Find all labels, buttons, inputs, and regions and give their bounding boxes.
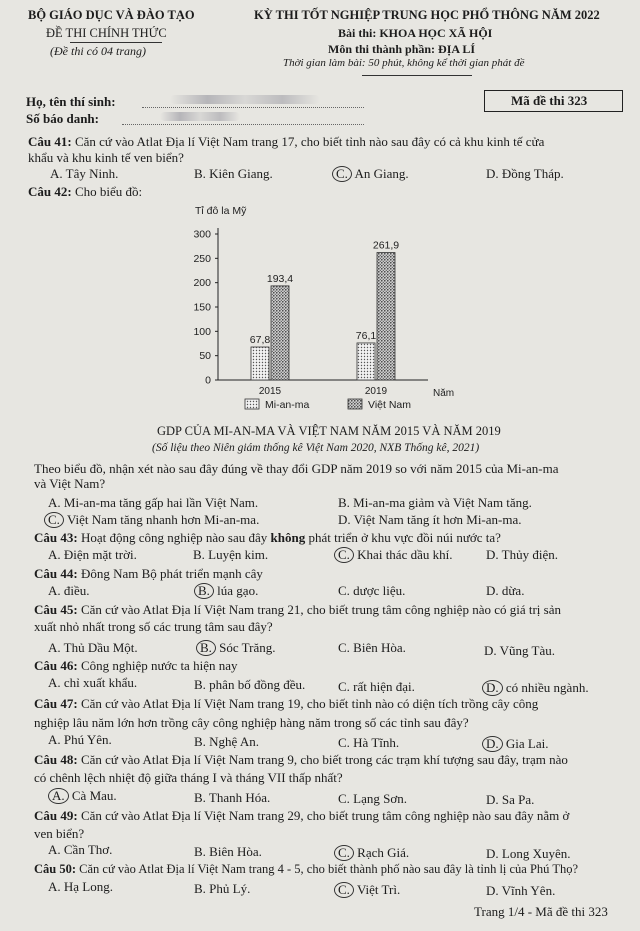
option-a[interactable]: A. Phú Yên. — [48, 732, 112, 747]
question-number: Câu 46: — [34, 658, 78, 673]
option-d[interactable]: D. Sa Pa. — [486, 792, 535, 807]
official-label: ĐỀ THI CHÍNH THỨC — [46, 26, 167, 40]
y-tick-label: 300 — [193, 228, 211, 241]
option-d[interactable]: D. Long Xuyên. — [486, 846, 571, 861]
ministry-name: BỘ GIÁO DỤC VÀ ĐÀO TẠO — [28, 8, 195, 22]
question-number: Câu 47: — [34, 696, 78, 711]
chart-title: GDP CỦA MI-AN-MA VÀ VIỆT NAM NĂM 2015 VÀ NĂM 2019 — [157, 424, 501, 438]
y-tick-label: 200 — [193, 277, 211, 290]
legend-label: Việt Nam — [368, 399, 411, 411]
question-text: Căn cứ vào Atlat Địa lí Việt Nam trang 19, cho biết tỉnh nào có diện tích trồng cây công — [80, 696, 539, 711]
option-c[interactable]: C. dược liệu. — [338, 583, 406, 598]
time-line: Thời gian làm bài: 50 phút, không kể thời gian phát đề — [283, 57, 525, 69]
question-number: Câu 42: — [28, 184, 72, 199]
option-text: Sóc Trăng. — [219, 640, 276, 655]
option-b[interactable]: B. Nghệ An. — [194, 734, 259, 749]
question-number: Câu 50: — [34, 862, 77, 876]
pages-note: (Đề thi có 04 trang) — [50, 44, 146, 58]
question-number: Câu 49: — [34, 808, 78, 823]
data-label: 261,9 — [372, 239, 400, 252]
x-tick-label: 2019 — [364, 386, 388, 397]
page-footer: Trang 1/4 - Mã đề thi 323 — [474, 904, 608, 919]
question-42-stem-line2: và Việt Nam? — [34, 476, 106, 491]
answer-circle: C. — [334, 882, 354, 898]
question-42 — [28, 184, 142, 200]
question-45-line2: xuất nhỏ nhất trong số các trung tâm sau đây? — [34, 619, 273, 634]
option-b[interactable]: B. Mi-an-ma giảm và Việt Nam tăng. — [338, 495, 532, 510]
handwriting — [160, 112, 240, 121]
option-a[interactable]: A. Thủ Dầu Một. — [48, 640, 138, 655]
option-b[interactable]: B. Biên Hòa. — [194, 844, 262, 859]
option-c[interactable]: C. rất hiện đại. — [338, 679, 415, 694]
y-tick-label: 0 — [205, 374, 211, 387]
question-41 — [28, 134, 544, 150]
bars-group — [250, 240, 400, 397]
option-d[interactable]: D. Đồng Tháp. — [486, 166, 564, 181]
question-text: Căn cứ vào Atlat Địa lí Việt Nam trang 4 - 5, cho biết thành phố nào sau đây là tỉnh lị của Phú Thọ? — [79, 862, 579, 876]
legend-label: Mi-an-ma — [265, 399, 310, 411]
emphasis: không — [270, 530, 306, 545]
answer-circle: C. — [334, 845, 354, 861]
divider — [362, 75, 472, 76]
question-number: Câu 43: — [34, 530, 78, 545]
question-41-line2: khẩu và khu kinh tế ven biển? — [28, 150, 184, 165]
data-label: 193,4 — [266, 272, 294, 285]
option-a[interactable]: A. Tây Ninh. — [50, 166, 119, 181]
option-a[interactable]: A. Mi-an-ma tăng gấp hai lần Việt Nam. — [48, 495, 259, 510]
question-42-stem: Theo biểu đồ, nhận xét nào sau đây đúng về thay đổi GDP năm 2019 so với năm 2015 của Mi-an-ma — [34, 461, 559, 476]
option-c[interactable] — [338, 845, 409, 861]
question-text: Căn cứ vào Atlat Địa lí Việt Nam trang 21, cho biết trung tâm công nghiệp nào có giá trị sản — [80, 602, 562, 617]
question-48 — [34, 752, 568, 768]
question-text: Công nghiệp nước ta hiện nay — [80, 658, 238, 673]
option-d[interactable]: D. Vĩnh Yên. — [486, 883, 556, 898]
id-label: Số báo danh: — [26, 111, 99, 126]
chart-source: (Số liệu theo Niên giám thống kê Việt Nam 2020, NXB Thống kê, 2021) — [152, 442, 480, 454]
question-number: Câu 44: — [34, 566, 78, 581]
option-c[interactable] — [336, 166, 409, 182]
id-field[interactable] — [122, 124, 364, 125]
option-b[interactable]: B. Luyện kim. — [193, 547, 269, 562]
question-text: phát triển ở khu vực đồi núi nước ta? — [305, 530, 501, 545]
option-a[interactable]: A. Cần Thơ. — [48, 842, 113, 857]
option-d[interactable] — [486, 736, 548, 752]
name-label: Họ, tên thí sinh: — [26, 94, 116, 109]
answer-circle: D. — [482, 680, 503, 696]
x-axis-label: Năm — [433, 388, 455, 399]
question-48-line2: có chênh lệch nhiệt độ giữa tháng I và tháng VII thấp nhất? — [34, 770, 343, 785]
option-b[interactable]: B. Thanh Hóa. — [194, 790, 271, 805]
bar-vietnam-2015 — [271, 286, 289, 380]
answer-circle: A. — [48, 788, 69, 804]
option-a[interactable]: A. chỉ xuất khẩu. — [48, 675, 138, 690]
legend-swatch — [245, 399, 259, 409]
option-b[interactable] — [198, 583, 258, 599]
answer-circle: D. — [482, 736, 503, 752]
option-b[interactable]: B. phân bố đồng đều. — [194, 677, 306, 692]
question-text: Hoạt động công nghiệp nào sau đây — [80, 530, 271, 545]
question-49-line2: ven biển? — [34, 826, 85, 841]
option-text: Rạch Giá. — [357, 845, 410, 860]
answer-circle: B. — [196, 640, 216, 656]
question-number: Câu 41: — [28, 134, 72, 149]
option-a[interactable]: A. Điện mặt trời. — [48, 547, 137, 562]
option-a[interactable] — [52, 788, 117, 804]
question-43 — [34, 530, 501, 546]
y-tick-label: 50 — [199, 350, 211, 363]
data-label: 67,8 — [249, 334, 271, 347]
bar-vietnam-2019 — [377, 253, 395, 380]
option-c[interactable] — [48, 512, 259, 528]
option-c[interactable]: C. Lạng Sơn. — [338, 791, 407, 806]
question-text: Căn cứ vào Atlat Địa lí Việt Nam trang 29, cho biết trung tâm công nghiệp nào sau đây nằm ở — [80, 808, 570, 823]
y-tick-label: 250 — [193, 252, 211, 265]
question-44 — [34, 566, 263, 582]
option-c[interactable]: C. Biên Hòa. — [338, 640, 406, 655]
option-d[interactable]: D. dừa. — [486, 583, 525, 598]
option-c[interactable] — [338, 882, 400, 898]
answer-circle: C. — [44, 512, 64, 528]
option-a[interactable]: A. Hạ Long. — [48, 879, 113, 894]
question-text: Căn cứ vào Atlat Địa lí Việt Nam trang 9, cho biết trong các trạm khí tượng sau đây, trạm nào — [80, 752, 568, 767]
exam-code: Mã đề thi 323 — [511, 93, 588, 108]
y-tick-label: 100 — [193, 325, 211, 338]
option-text: lúa gạo. — [217, 583, 259, 598]
option-text: Gia Lai. — [505, 736, 549, 751]
y-tick-label: 150 — [193, 301, 211, 314]
question-49 — [34, 808, 569, 824]
option-a[interactable]: A. điều. — [48, 583, 90, 598]
option-b[interactable] — [200, 640, 276, 656]
option-b[interactable]: B. Phủ Lý. — [194, 881, 251, 896]
question-45 — [34, 602, 561, 618]
exam-title: KỲ THI TỐT NGHIỆP TRUNG HỌC PHỔ THÔNG NĂM 2022 — [254, 8, 600, 22]
y-axis-label: Tỉ đô la Mỹ — [195, 205, 247, 217]
option-text: có nhiều ngành. — [505, 680, 589, 695]
bar-myanmar-2015 — [251, 347, 269, 380]
option-text: Cà Mau. — [71, 788, 117, 803]
question-50 — [34, 862, 578, 877]
x-tick-label: 2015 — [258, 386, 282, 397]
question-number: Câu 45: — [34, 602, 78, 617]
gdp-bar-chart — [150, 196, 500, 418]
option-text: An Giang. — [354, 166, 409, 181]
option-text: Việt Nam tăng nhanh hơn Mi-an-ma. — [66, 512, 260, 527]
option-c[interactable] — [338, 547, 452, 563]
data-label: 76,1 — [355, 329, 377, 342]
handwriting — [170, 95, 320, 104]
answer-circle: B. — [194, 583, 214, 599]
subject-line: Bài thi: KHOA HỌC XÃ HỘI — [338, 26, 493, 40]
question-text: Căn cứ vào Atlat Địa lí Việt Nam trang 17, cho biết tỉnh nào sau đây có cả khu kinh tế cửa — [74, 134, 545, 149]
option-d[interactable]: D. Việt Nam tăng ít hơn Mi-an-ma. — [338, 512, 522, 527]
bar-myanmar-2019 — [357, 343, 375, 380]
divider — [70, 42, 162, 43]
option-d[interactable]: D. Vũng Tàu. — [484, 643, 556, 658]
answer-circle: C. — [332, 166, 352, 182]
option-b[interactable]: B. Kiên Giang. — [194, 166, 273, 181]
question-text: Đông Nam Bộ phát triển mạnh cây — [80, 566, 263, 581]
option-text: Việt Trì. — [356, 882, 401, 897]
legend-swatch — [348, 399, 362, 409]
name-field[interactable] — [142, 107, 364, 108]
question-46 — [34, 658, 237, 674]
exam-code-box — [484, 90, 623, 112]
question-47 — [34, 696, 538, 712]
question-number: Câu 48: — [34, 752, 78, 767]
legend — [245, 399, 411, 411]
question-47-line2: nghiệp lâu năm lớn hơn trồng cây công nghiệp hàng năm trong số các tỉnh sau đây? — [34, 715, 469, 730]
option-text: Khai thác dầu khí. — [357, 547, 453, 562]
option-c[interactable]: C. Hà Tĩnh. — [338, 735, 400, 750]
answer-circle: C. — [334, 547, 354, 563]
question-text: Cho biểu đồ: — [74, 184, 143, 199]
component-line: Môn thi thành phần: ĐỊA LÍ — [328, 42, 476, 56]
option-d[interactable] — [486, 680, 589, 696]
option-d[interactable]: D. Thủy điện. — [486, 547, 558, 562]
